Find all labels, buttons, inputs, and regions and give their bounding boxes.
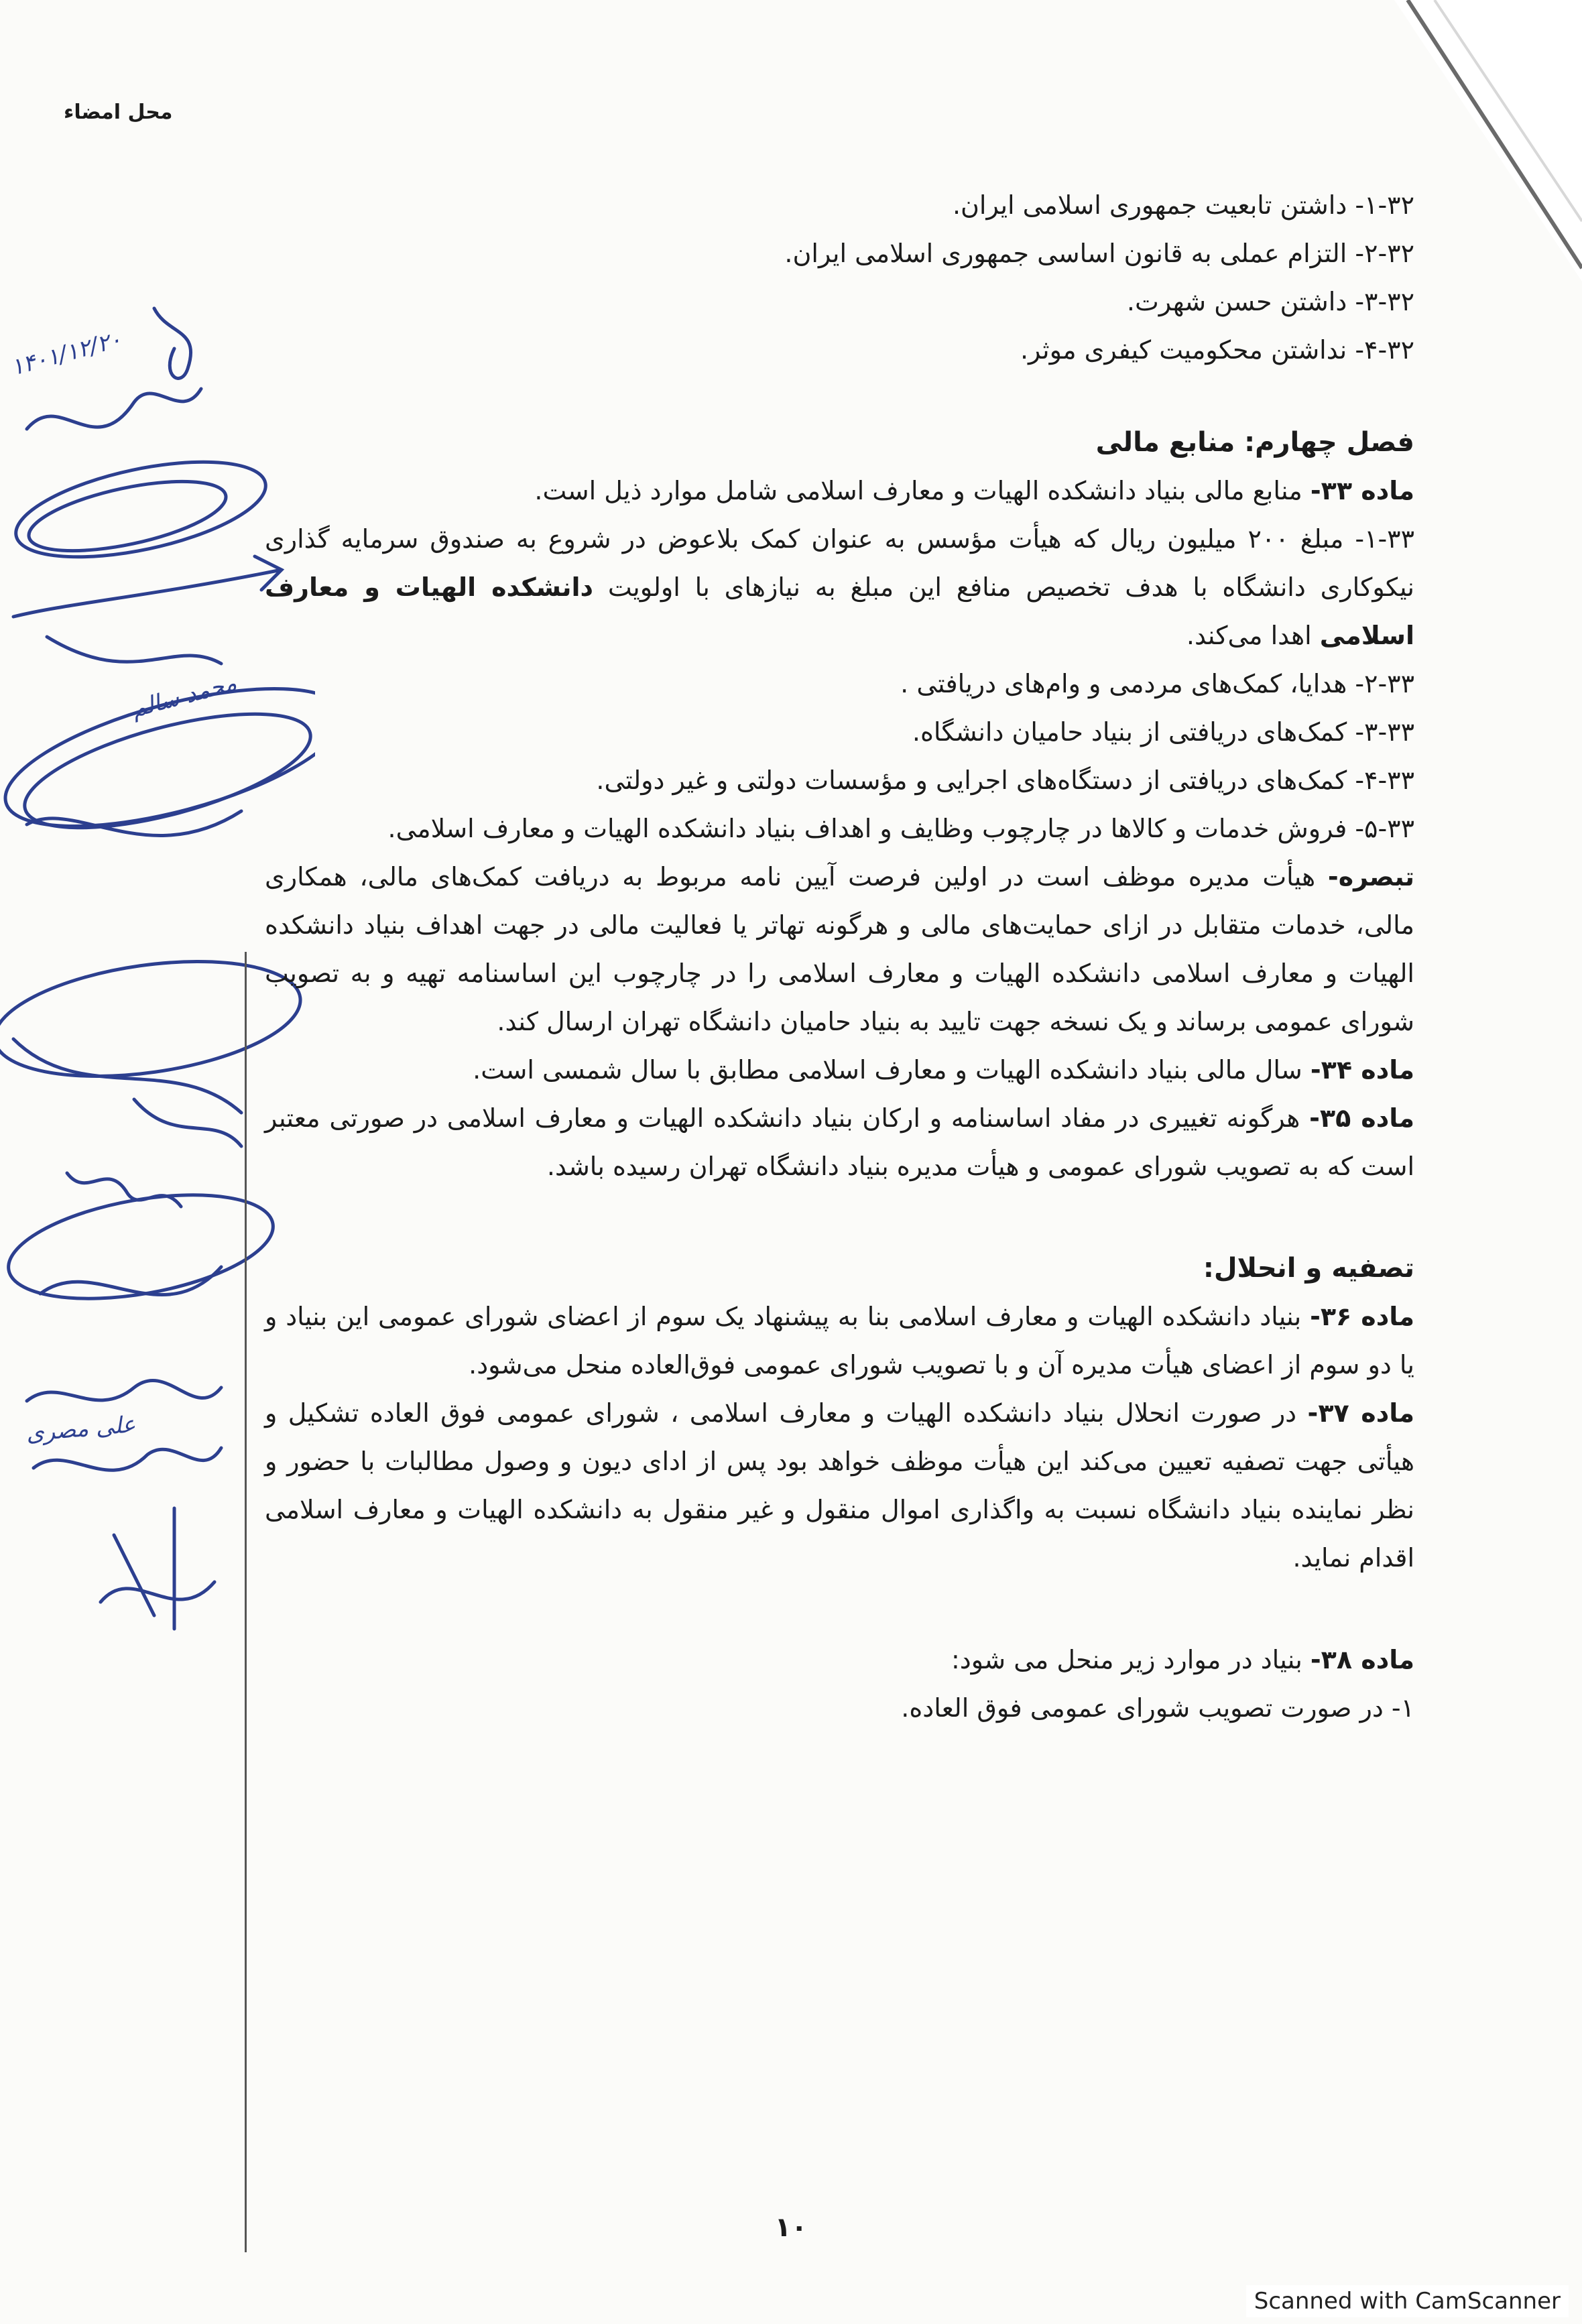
article-text: سال مالی بنیاد دانشکده الهیات و معارف اسلامی مطابق با سال شمسی است. <box>473 1055 1311 1085</box>
page-corner-shadow <box>1394 0 1582 282</box>
note-label: تبصره- <box>1327 862 1414 892</box>
handwritten-date: ۱۴۰۱/۱۲/۲۰ <box>7 326 125 381</box>
signature-place-label: محل امضاء <box>64 101 173 124</box>
item-text: ۱-۳۳- مبلغ ۲۰۰ میلیون ریال که هیأت مؤسس به عنوان کمک بلاعوض در شروع به صندوق سرمایه گذاری نیکوکاری دانشگاه با هدف تخصیص منافع این مبلغ به نیازهای با اولویت <box>265 524 1415 602</box>
signature-scribble <box>13 556 282 617</box>
article-33 <box>265 467 1414 515</box>
list-item: ۱-۳۲- داشتن تابعیت جمهوری اسلامی ایران. <box>952 190 1414 220</box>
signature-scribble <box>154 308 191 378</box>
list-item: ۱- در صورت تصویب شورای عمومی فوق العاده. <box>901 1693 1414 1723</box>
article-35 <box>265 1094 1414 1190</box>
handwritten-name: محمد سالم <box>128 669 240 723</box>
article-text: بنیاد در موارد زیر منحل می شود: <box>951 1645 1311 1674</box>
document-body <box>265 181 1414 1732</box>
list-item: ۴-۳۲- نداشتن محکومیت کیفری موثر. <box>1020 335 1414 365</box>
signature-scribble <box>34 1448 221 1470</box>
list-item: ۵-۳۳- فروش خدمات و کالاها در چارچوب وظایف و اهداف بنیاد دانشکده الهیات و معارف اسلامی. <box>387 814 1414 843</box>
list-item: ۲-۳۲- التزام عملی به قانون اساسی جمهوری اسلامی ایران. <box>784 239 1414 268</box>
article-33-item-1 <box>265 515 1414 660</box>
article-label: ماده ۳۵- <box>1309 1103 1414 1133</box>
handwritten-name: علی مصری <box>25 1410 137 1447</box>
article-text: در صورت انحلال بنیاد دانشکده الهیات و معارف اسلامی ، شورای عمومی فوق العاده تشکیل و هیأتی جهت تصفیه تعیین می‌کند این هیأت موظف خواهد بود پس از ادای دیون و وصول مطالبات با حضور و نظر نماینده بنیاد دانشگاه نسبت به واگذاری اموال منقول و غیر منقول به دانشکده الهیات و معارف اسلامی اقدام نماید. <box>265 1398 1414 1573</box>
article-label: ماده ۳۴- <box>1310 1055 1414 1085</box>
signature-scribble <box>27 1380 221 1401</box>
article-text: منابع مالی بنیاد دانشکده الهیات و معارف اسلامی شامل موارد ذیل است. <box>534 476 1311 505</box>
article-label: ماده ۳۶- <box>1310 1302 1414 1331</box>
page-number: ۱۰ <box>774 2212 808 2243</box>
section-heading-financial: فصل چهارم: منابع مالی <box>1095 427 1414 458</box>
signature-scribble <box>47 637 221 664</box>
scanner-watermark: Scanned with CamScanner <box>1246 2285 1569 2317</box>
note <box>265 853 1414 1046</box>
article-text: بنیاد دانشکده الهیات و معارف اسلامی بنا به پیشنهاد یک سوم از اعضای شورای عمومی این بنیاد و یا دو سوم از اعضای هیأت مدیره آن و با تصویب شورای عمومی فوق‌العاده منحل می‌شود. <box>265 1302 1414 1380</box>
note-text: هیأت مدیره موظف است در اولین فرصت آیین نامه مربوط به دریافت کمک‌های مالی، همکاری مالی، خدمات متقابل در ازای حمایت‌های مالی و هرگونه تهاتر یا فعالیت مالی در جهت اهداف بنیاد دانشکده الهیات و معارف اسلامی دانشکده الهیات و معارف اسلامی را در چارچوب این اساسنامه تهیه و به تصویب شورای عمومی برساند و یک نسخه جهت تایید به بنیاد حامیان دانشگاه تهران ارسال کند. <box>265 862 1414 1036</box>
list-item: ۳-۳۳- کمک‌های دریافتی از بنیاد حامیان دانشگاه. <box>912 717 1414 747</box>
signature-oval <box>0 944 308 1093</box>
margin-vertical-line <box>245 952 247 2252</box>
article-34 <box>265 1046 1414 1094</box>
article-label: ماده ۳۳- <box>1310 476 1414 505</box>
signature-oval <box>23 468 232 565</box>
article-37 <box>265 1389 1414 1582</box>
article-text: هرگونه تغییری در مفاد اساسنامه و ارکان بنیاد دانشکده الهیات و معارف اسلامی در صورتی معتبر است که به تصویب شورای عمومی و هیأت مدیره بنیاد دانشگاه تهران رسیده باشد. <box>265 1103 1414 1181</box>
signature-oval <box>1 1177 281 1316</box>
signature-scribble <box>27 389 201 429</box>
item-text: اهدا می‌کند. <box>1186 621 1320 650</box>
article-label: ماده ۳۸- <box>1310 1645 1414 1674</box>
signature-oval <box>8 444 274 575</box>
list-item: ۲-۳۳- هدایا، کمک‌های مردمی و وام‌های دریافتی . <box>900 669 1414 698</box>
article-38 <box>265 1636 1414 1684</box>
list-item: ۳-۳۲- داشتن حسن شهرت. <box>1126 287 1414 316</box>
signature-scribble <box>101 1508 215 1629</box>
section-heading-dissolution: تصفیه و انحلال: <box>1203 1253 1414 1284</box>
article-36 <box>265 1292 1414 1389</box>
signature-scribble <box>13 1039 241 1146</box>
list-item: ۴-۳۳- کمک‌های دریافتی از دستگاه‌های اجرایی و مؤسسات دولتی و غیر دولتی. <box>596 766 1414 795</box>
article-label: ماده ۳۷- <box>1307 1398 1414 1428</box>
item-text-bold: دانشکده الهیات و معارف اسلامی <box>265 572 1414 650</box>
